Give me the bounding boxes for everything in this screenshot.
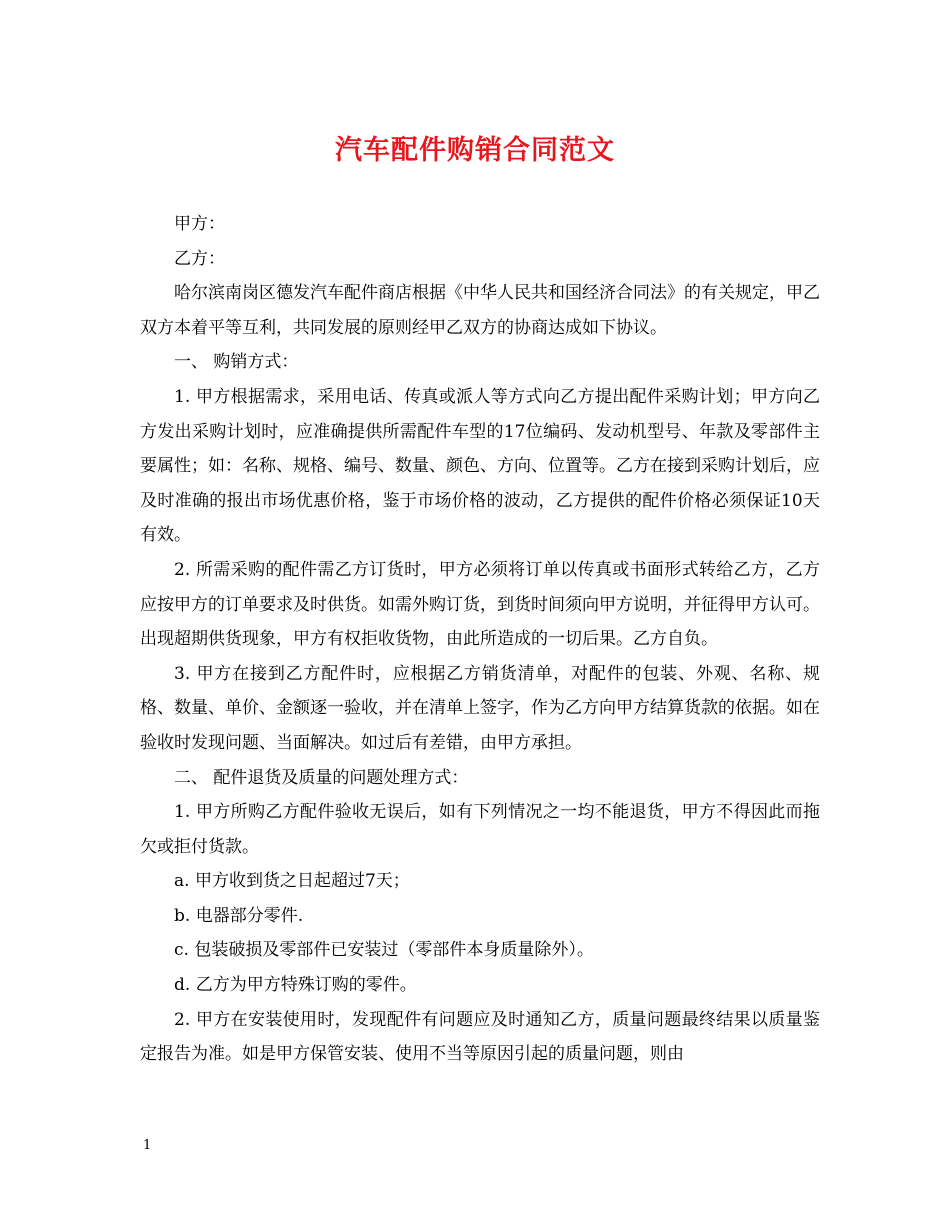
list-item-d: d. 乙方为甲方特殊订购的零件。	[174, 975, 417, 996]
list-item-a: a. 甲方收到货之日起超过7天；	[174, 871, 410, 892]
intro-paragraph: 哈尔滨南岗区德发汽车配件商店根据《中华人民共和国经济合同法》的有关规定，甲乙双方本着平等互利，共同发展的原则经甲乙双方的协商达成如下协议。	[140, 283, 820, 338]
party-b-line: 乙方：	[174, 248, 225, 269]
clause-2-1: 1. 甲方所购乙方配件验收无误后，如有下列情况之一均不能退货，甲方不得因此而拖欠或拒付货款。	[140, 802, 820, 857]
list-item-c: c. 包装破损及零部件已安装过（零部件本身质量除外）。	[174, 940, 594, 961]
party-a-line: 甲方：	[174, 214, 225, 234]
section-1-heading: 一、 购销方式：	[174, 352, 299, 373]
page-number: 1	[143, 1138, 152, 1153]
clause-1-3: 3. 甲方在接到乙方配件时，应根据乙方销货清单，对配件的包装、外观、名称、规格、数量、单价、金额逐一验收，并在清单上签字，作为乙方向甲方结算货款的依据。如在验收时发现问题、当面解决。如过后有差错，由甲方承担。	[140, 663, 820, 753]
clause-1-2: 2. 所需采购的配件需乙方订货时，甲方必须将订单以传真或书面形式转给乙方，乙方应按甲方的订单要求及时供货。如需外购订货，到货时间须向甲方说明，并征得甲方认可。出现超期供货现象，甲方有权拒收货物，由此所造成的一切后果。乙方自负。	[140, 559, 820, 650]
list-item-b: b. 电器部分零件.	[174, 905, 304, 926]
clause-2-2: 2. 甲方在安装使用时，发现配件有问题应及时通知乙方，质量问题最终结果以质量鉴定报告为准。如是甲方保管安装、使用不当等原因引起的质量问题，则由	[140, 1009, 820, 1065]
document-title: 汽车配件购销合同范文	[335, 135, 615, 166]
document-body	[140, 207, 820, 1072]
section-2-heading: 二、 配件退货及质量的问题处理方式：	[174, 767, 469, 788]
clause-1-1: 1. 甲方根据需求，采用电话、传真或派人等方式向乙方提出配件采购计划；甲方向乙方发出采购计划时，应准确提供所需配件车型的17位编码、发动机型号、年款及零部件主要属性；如：名称、规格、编号、数量、颜色、方向、位置等。乙方在接到采购计划后，应及时准确的报出市场优惠价格，鉴于市场价格的波动，乙方提供的配件价格必须保证10天有效。	[140, 386, 820, 546]
